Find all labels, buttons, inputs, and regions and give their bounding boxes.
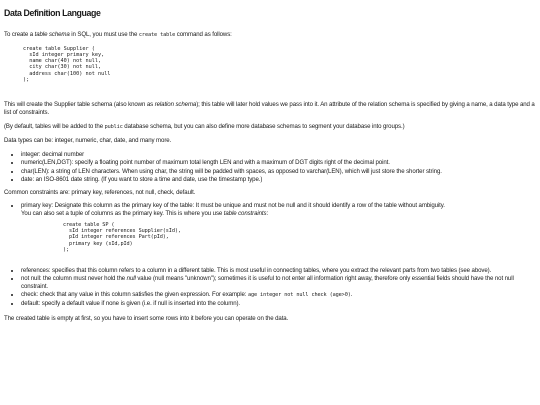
check-text-2: . [350,291,353,299]
intro-text-2: in SQL, you must use the [69,31,139,38]
default-text-2: database schema, but you can also define more database schemas to segment your database into groups.) [122,122,405,130]
not-null-text-2: value (null means "unknown"); sometimes it is useful to not enter all information right away, therefore only essential fields should have the not null constraint. [21,275,514,290]
data-types-list [4,151,536,183]
primary-key-text-3: : [266,210,269,218]
list-item: • char(LEN): a string of LEN characters. When using char, the string will be padded with spaces, as opposed to varchar(LEN), which will just store the shorter string. [21,168,536,176]
intro-inline-code: create table [138,32,176,38]
code-block-create-sp: create table SP ( sId integer references Supplier(sId), pId integer references Part(pId), primary key (sId,pId) ); [63,221,181,253]
intro-emphasis: table schema [34,31,70,38]
constraints-list [4,267,536,308]
list-item-check [21,291,536,300]
constraints-paragraph: Common constraints are: primary key, references, not null, check, default. [4,188,196,196]
schema-text-1: This will create the Supplier table schema (also known as [4,101,155,109]
default-text-1: (By default, tables will be added to the [4,122,105,130]
list-item: • date: an ISO-8601 date string. (If you want to store a time and date, use the timestamp type.) [21,176,536,184]
code-block-create-supplier: create table Supplier ( sId integer primary key, name char(40) not null, city char(30) not null, address char(100) not null ); [23,45,111,83]
list-item-not-null [21,275,536,291]
default-inline-code: public [104,123,123,130]
schema-emphasis: relation schema [154,101,197,109]
constraints-list-primary [4,202,536,253]
check-inline-code: age integer not null check (age>0) [247,292,351,299]
schema-paragraph [4,101,536,117]
page-title: Data Definition Language [4,8,101,18]
list-item: • numeric(LEN,DGT): specify a floating point number of maximum total length LEN and with a maximum of DGT digits right of the decimal point. [21,159,536,167]
primary-key-text-2: You can also set a tuple of columns as the primary key. This is where you use [21,210,224,218]
intro-paragraph [4,31,536,40]
primary-key-emphasis: table constraints [223,210,267,218]
default-schema-paragraph [4,123,536,132]
final-paragraph: The created table is empty at first, so you have to insert some rows into it before you can operate on the data. [4,315,289,323]
not-null-text-1: not null: the column must never hold the [21,275,127,283]
schema-text-2: ); this table will later hold values we pass into it. An attribute of the relation schema is specified by giving a name, a data type and a list of constraints. [4,101,535,116]
intro-text-1: To create a [4,31,35,38]
check-text-1: check: check that any value in this column satisfies the given expression. For example: [21,291,248,299]
primary-key-text-1: primary key: Designate this column as the primary key of the table: It must be unique and must not be null and it should identify a row of the table without ambiguity. [21,202,445,210]
list-item-references: • references: specifies that this column refers to a column in a different table. This is most useful in connecting tables, where you extract the relevant parts from two tables (see above). [21,267,536,275]
intro-text-3: command as follows: [175,31,232,38]
list-item: • integer: decimal number [21,151,536,159]
not-null-emphasis: null [126,275,136,283]
list-item-default: • default: specify a default value if none is given (i.e. if null is inserted into the column). [21,300,536,308]
data-types-paragraph: Data types can be: integer, numeric, char, date, and many more. [4,137,172,145]
list-item-primary-key [21,202,536,253]
